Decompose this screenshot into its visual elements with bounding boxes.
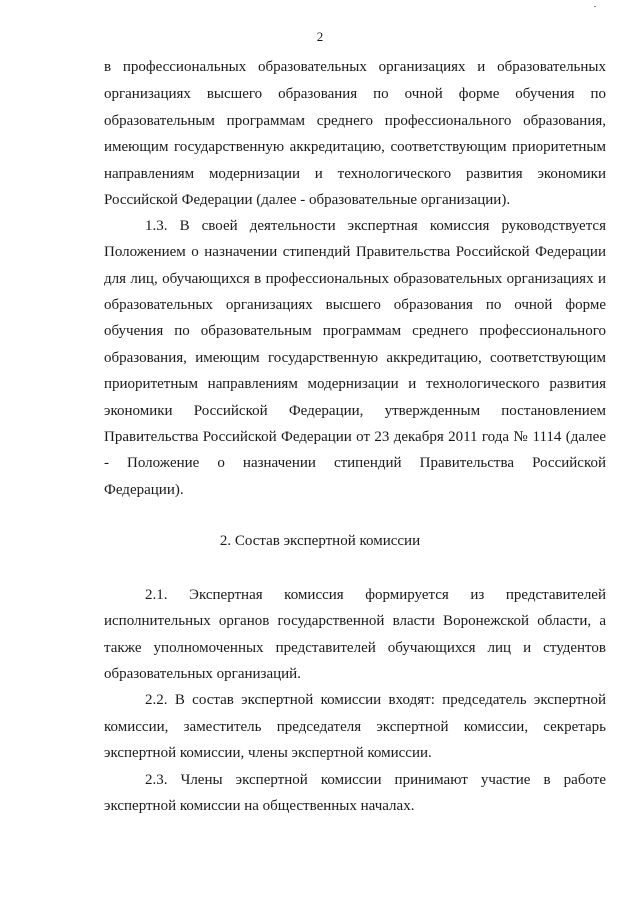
page-number: 2	[316, 29, 324, 44]
paragraph-line: комиссии, заместитель председателя экспертной комиссии, секретарь	[104, 719, 606, 735]
paragraph-line: в профессиональных образовательных организациях и образовательных	[104, 59, 606, 75]
paragraph-line: экономики Российской Федерации, утвержденным постановлением	[104, 403, 606, 419]
paragraph-line: обучения по образовательным программам среднего профессионального	[104, 323, 606, 339]
paragraph-line: 2.1. Экспертная комиссия формируется из представителей	[145, 587, 606, 603]
paragraph-line: образовательных организаций.	[104, 666, 301, 682]
paragraph-line: приоритетным направлениям модернизации и технологического развития	[104, 376, 606, 392]
section-heading: 2. Состав экспертной комиссии	[219, 533, 421, 549]
paragraph-line: направлениям модернизации и технологического развития экономики	[104, 166, 606, 182]
scan-speck	[594, 6, 596, 7]
paragraph-line: образования, имеющим государственную аккредитацию, соответствующим	[104, 350, 606, 366]
paragraph-line: экспертной комиссии на общественных началах.	[104, 798, 415, 814]
paragraph-line: имеющим государственную аккредитацию, соответствующим приоритетным	[104, 139, 606, 155]
paragraph-line: 2.3. Члены экспертной комиссии принимают участие в работе	[145, 772, 606, 788]
paragraph-line: 2.2. В состав экспертной комиссии входят: председатель экспертной	[145, 692, 606, 708]
paragraph-line: 1.3. В своей деятельности экспертная комиссия руководствуется	[145, 218, 606, 234]
paragraph-line: организациях высшего образования по очной форме обучения по	[104, 86, 606, 102]
paragraph-line: образовательных организациях высшего образования по очной форме	[104, 297, 606, 313]
paragraph-line: Положением о назначении стипендий Правительства Российской Федерации	[104, 244, 606, 260]
paragraph-line: образовательным программам среднего профессионального образования,	[104, 113, 606, 129]
paragraph-line: экспертной комиссии, члены экспертной комиссии.	[104, 745, 432, 761]
paragraph-line: Правительства Российской Федерации от 23 декабря 2011 года № 1114 (далее	[104, 429, 606, 445]
paragraph-line: также уполномоченных представителей обучающихся лиц и студентов	[104, 640, 606, 656]
paragraph-line: для лиц, обучающихся в профессиональных образовательных организациях и	[104, 271, 606, 287]
paragraph-line: Федерации).	[104, 482, 184, 498]
paragraph-line: исполнительных органов государственной власти Воронежской области, а	[104, 613, 606, 629]
paragraph-line: Российской Федерации (далее - образовательные организации).	[104, 192, 511, 208]
paragraph-line: - Положение о назначении стипендий Правительства Российской	[104, 455, 606, 471]
